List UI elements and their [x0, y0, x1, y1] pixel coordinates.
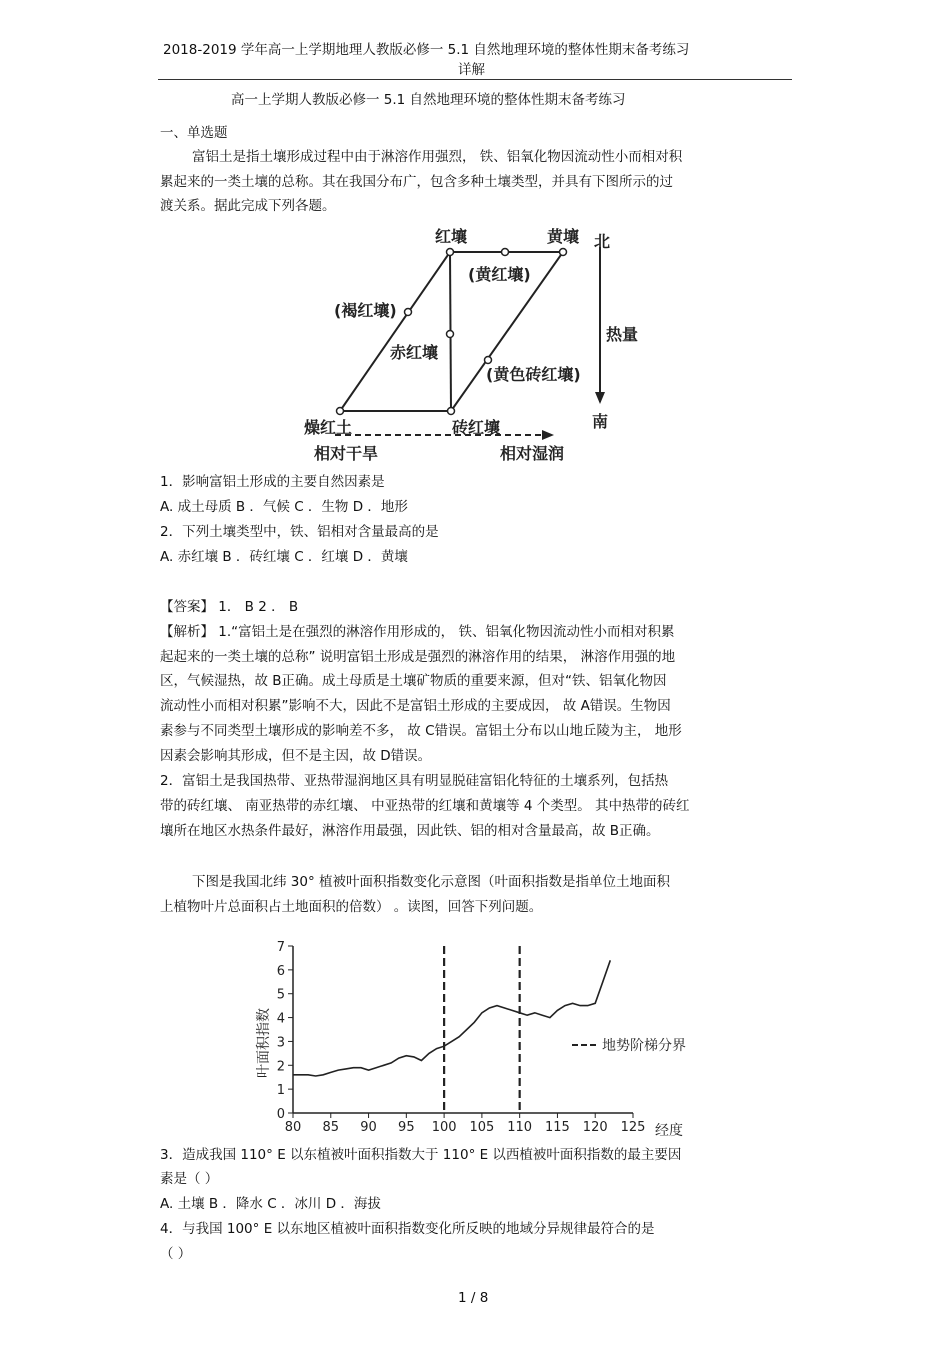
- analysis-line: 素参与不同类型土壤形成的影响差不多， 故 C错误。富铝土分布以山地丘陵为主， 地形: [160, 723, 682, 739]
- question-1: 1．影响富铝土形成的主要自然因素是: [160, 474, 385, 490]
- intro2-line: 下图是我国北纬 30° 植被叶面积指数变化示意图（叶面积指数是指单位土地面积: [192, 874, 671, 890]
- analysis-line: 区，气候湿热，故 B正确。成土母质是土壤矿物质的重要来源，但对“铁、铝氧化物因: [160, 673, 667, 689]
- label-south: 南: [592, 412, 609, 431]
- x-tick-label: 125: [620, 1120, 646, 1135]
- doc-title-line1: 2018-2019 学年高一上学期地理人教版必修一 5.1 自然地理环境的整体性期末备考练习: [163, 42, 690, 58]
- label-yanhongtu: 燥红土: [304, 418, 353, 437]
- chart-xlabel: 经度: [655, 1123, 683, 1139]
- analysis-line: 【解析】 1.“富铝土是在强烈的淋溶作用形成的， 铁、铝氧化物因流动性小而相对积累: [160, 624, 675, 640]
- x-tick-label: 105: [469, 1120, 495, 1135]
- chart-axes: [293, 946, 633, 1113]
- analysis-line: 流动性小而相对积累”影响不大，因此不是富铝土形成的主要成因， 故 A错误。生物因: [160, 698, 671, 714]
- question-3: 3．造成我国 110° E 以东植被叶面积指数大于 110° E 以西植被叶面积指数的最主要因: [160, 1147, 682, 1163]
- question-1-options: A. 成土母质 B ．气候 C ．生物 D ．地形: [160, 499, 408, 515]
- analysis-line: 2．富铝土是我国热带、亚热带湿润地区具有明显脱硅富铝化特征的土壤系列，包括热: [160, 773, 669, 789]
- chart-ylabel: 叶面积指数: [256, 1008, 272, 1078]
- intro-line: 渡关系。据此完成下列各题。: [160, 198, 336, 214]
- y-tick-label: 6: [276, 963, 285, 979]
- label-xiangduiganhan: 相对干旱: [314, 444, 379, 463]
- intro2-line: 上植物叶片总面积占土地面积的倍数） 。读图，回答下列问题。: [160, 899, 543, 915]
- node-hongrang: [447, 249, 454, 256]
- label-heat: 热量: [606, 325, 639, 344]
- node-hehongrang: [405, 309, 412, 316]
- label-huangsezhuanhongrang: (黄色砖红壤): [486, 365, 581, 384]
- question-3-options: A. 土壤 B ．降水 C ．冰川 D ．海拔: [160, 1196, 381, 1212]
- x-tick-label: 85: [322, 1120, 340, 1135]
- node-huangrang: [560, 249, 567, 256]
- page-number: 1 / 8: [458, 1290, 489, 1306]
- question-3: 素是（ ）: [160, 1171, 219, 1187]
- doc-subtitle: 高一上学期人教版必修一 5.1 自然地理环境的整体性期末备考练习: [231, 92, 626, 108]
- x-tick-label: 110: [507, 1120, 533, 1135]
- leaf-area-index-line: [293, 960, 610, 1076]
- y-tick-label: 2: [276, 1059, 285, 1075]
- y-tick-label: 0: [276, 1107, 285, 1122]
- diagram-edge: [340, 252, 450, 411]
- x-tick-label: 90: [360, 1120, 377, 1135]
- node-huangsezhuanhongrang: [485, 357, 492, 364]
- label-north: 北: [594, 232, 611, 251]
- answer-line: 【答案】 1． B 2 ． B: [160, 599, 299, 615]
- node-chihongrang: [447, 331, 454, 338]
- analysis-line: 因素会影响其形成，但不是主因，故 D错误。: [160, 748, 432, 764]
- chart-ticks: [277, 940, 646, 1135]
- question-2: 2．下列土壤类型中，铁、铝相对含量最高的是: [160, 524, 439, 540]
- moisture-arrow-head: [542, 430, 554, 440]
- leaf-area-index-chart: [250, 935, 720, 1147]
- y-tick-label: 7: [276, 940, 285, 955]
- label-xiangduishirun: 相对湿润: [500, 444, 565, 463]
- x-tick-label: 100: [431, 1120, 457, 1135]
- question-4: 4．与我国 100° E 以东地区植被叶面积指数变化所反映的地域分异规律最符合的是: [160, 1221, 655, 1237]
- header-rule: [158, 79, 792, 80]
- chart-series: [293, 960, 610, 1076]
- x-tick-label: 120: [582, 1120, 608, 1135]
- y-tick-label: 4: [276, 1011, 285, 1027]
- label-huangrang: 黄壤: [547, 227, 580, 246]
- y-tick-label: 1: [276, 1083, 285, 1099]
- intro-line: 富铝土是指土壤形成过程中由于淋溶作用强烈， 铁、铝氧化物因流动性小而相对积: [192, 149, 683, 165]
- section-heading: 一、单选题: [160, 125, 228, 141]
- heat-arrow-head: [595, 392, 605, 404]
- label-hehongrang: (褐红壤): [334, 301, 397, 320]
- label-huanghongrang: (黄红壤): [468, 265, 531, 284]
- soil-transition-diagram: [290, 222, 670, 472]
- question-4: （ ）: [160, 1246, 192, 1262]
- x-tick-label: 95: [398, 1120, 415, 1135]
- node-huanghongrang: [502, 249, 509, 256]
- chart-boundaries: [444, 946, 520, 1113]
- analysis-line: 带的砖红壤、 南亚热带的赤红壤、 中亚热带的红壤和黄壤等 4 个类型。 其中热带的砖红: [160, 798, 690, 814]
- y-tick-label: 5: [276, 987, 285, 1003]
- intro-line: 累起来的一类土壤的总称。其在我国分布广，包含多种土壤类型，并具有下图所示的过: [160, 174, 673, 190]
- node-zhuanhongrang: [448, 408, 455, 415]
- label-hongrang: 红壤: [435, 227, 468, 246]
- y-tick-label: 3: [276, 1035, 285, 1051]
- x-tick-label: 80: [284, 1120, 302, 1135]
- question-2-options: A. 赤红壤 B ．砖红壤 C ．红壤 D ．黄壤: [160, 549, 408, 565]
- node-yanhongtu: [337, 408, 344, 415]
- x-tick-label: 115: [545, 1120, 570, 1135]
- label-chihongrang: 赤红壤: [390, 343, 439, 362]
- analysis-line: 起起来的一类土壤的总称” 说明富铝土形成是强烈的淋溶作用的结果， 淋溶作用强的地: [160, 649, 676, 665]
- legend-label: 地势阶梯分界: [602, 1038, 686, 1054]
- analysis-line: 壤所在地区水热条件最好，淋溶作用最强，因此铁、铝的相对含量最高，故 B正确。: [160, 823, 660, 839]
- doc-title-line2: 详解: [458, 62, 485, 78]
- label-zhuanhongrang: 砖红壤: [452, 418, 501, 437]
